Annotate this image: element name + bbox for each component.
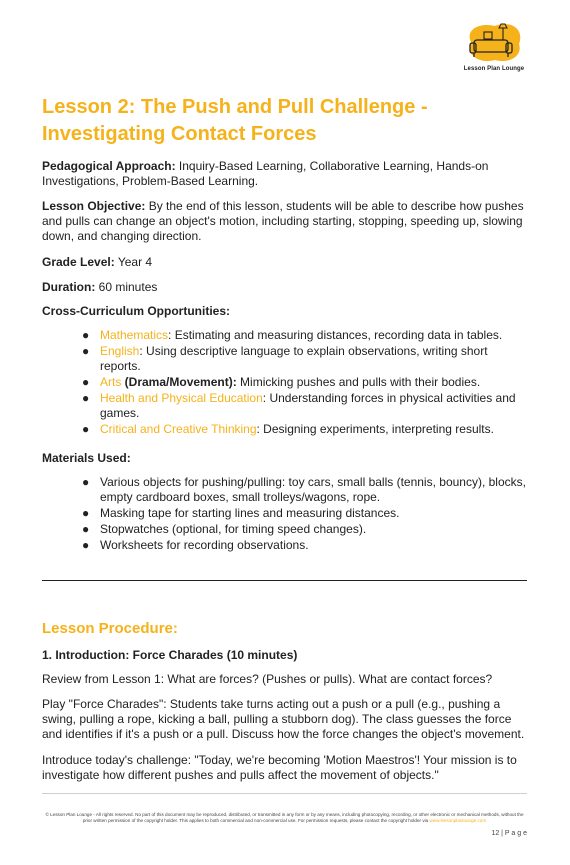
- material-text: Masking tape for starting lines and measuring distances.: [100, 506, 400, 520]
- pedagogical-approach: [42, 159, 526, 189]
- grade-text: Year 4: [114, 255, 153, 269]
- bullet-icon: ●: [82, 506, 90, 520]
- bullet-icon: ●: [82, 475, 90, 489]
- duration-text: 60 minutes: [95, 280, 158, 294]
- lesson-plan-lounge-logo: [461, 22, 527, 78]
- materials-label: Materials Used:: [42, 451, 131, 465]
- list-item: [82, 328, 527, 343]
- procedure-paragraph: Review from Lesson 1: What are forces? (Pushes or pulls). What are contact forces?: [42, 672, 493, 686]
- bullet-icon: ●: [82, 422, 90, 436]
- page-number: 12 | P a g e: [491, 830, 527, 837]
- pedagogical-label: Pedagogical Approach:: [42, 159, 176, 173]
- list-item: [82, 422, 527, 437]
- lesson-objective: [42, 199, 526, 244]
- website-link[interactable]: www.lessonplanlounge.com: [429, 818, 487, 823]
- subject-description: : Designing experiments, interpreting results.: [256, 422, 494, 436]
- subject-description: : Using descriptive language to explain observations, writing short reports.: [100, 344, 488, 373]
- bullet-icon: ●: [82, 375, 90, 389]
- procedure-paragraph: Introduce today's challenge: "Today, we're becoming 'Motion Maestros'! Your mission is to investigate how different pushes and pulls affect the movement of objects.": [42, 753, 517, 782]
- grade-label: Grade Level:: [42, 255, 115, 269]
- cross-curriculum-label: Cross-Curriculum Opportunities:: [42, 304, 231, 318]
- list-item: [82, 375, 527, 390]
- logo-text: Lesson Plan Lounge: [463, 66, 525, 72]
- bullet-icon: ●: [82, 328, 90, 342]
- subject-name: Arts: [100, 375, 122, 389]
- list-item: [82, 475, 527, 505]
- objective-label: Lesson Objective:: [42, 199, 146, 213]
- sofa-logo-icon: [461, 22, 527, 66]
- subject-name: Mathematics: [100, 328, 169, 342]
- step-title: [42, 648, 526, 663]
- materials-heading: [42, 451, 526, 466]
- subject-description: : Estimating and measuring distances, recording data in tables.: [168, 328, 503, 342]
- materials-list: [82, 475, 527, 554]
- cross-curriculum-list: [82, 328, 527, 438]
- subject-name: Critical and Creative Thinking: [100, 422, 257, 436]
- cross-curriculum-heading: [42, 304, 526, 319]
- duration-label: Duration:: [42, 280, 96, 294]
- list-item: [82, 506, 527, 521]
- section-divider: [42, 580, 527, 581]
- procedure-paragraph: Play "Force Charades": Students take turns acting out a push or a pull (e.g., pushing a swing, pulling a rope, kicking a ball, pulling a stubborn dog). The class guesses the force and identifies if it's a push or a pull. Discuss how the force changes the object's movement.: [42, 697, 525, 741]
- lesson-title: Lesson 2: The Push and Pull Challenge - Investigating Contact Forces: [42, 96, 428, 145]
- bullet-icon: ●: [82, 538, 90, 552]
- footer-divider: [42, 793, 527, 794]
- subject-description: Mimicking pushes and pulls with their bodies.: [236, 375, 481, 389]
- subject-description: : Understanding forces in physical activities and games.: [100, 391, 516, 420]
- copyright-text: © Lesson Plan Lounge - All rights reserved. No part of this document may be reproduced, distributed, or transmitted in any form or by any means, including photocopying, recording, or other electronic or mechanical methods, without the prior written permission of the copyright holder. This applies to both commercial and non-commercial use. For permission requests, please contact the copyright holder via: [45, 812, 524, 823]
- subject-suffix: (Drama/Movement):: [121, 375, 237, 389]
- material-text: Various objects for pushing/pulling: toy cars, small balls (tennis, bouncy), blocks, empty cardboard boxes, small trolleys/wagons, rope.: [100, 475, 526, 504]
- list-item: [82, 344, 527, 374]
- list-item: [82, 538, 527, 553]
- copyright-notice: [42, 812, 527, 824]
- bullet-icon: ●: [82, 522, 90, 536]
- subject-name: English: [100, 344, 140, 358]
- subject-name: Health and Physical Education: [100, 391, 263, 405]
- step-title-text: 1. Introduction: Force Charades (10 minutes): [42, 648, 298, 662]
- bullet-icon: ●: [82, 391, 90, 405]
- grade-level: [42, 255, 526, 270]
- list-item: [82, 391, 527, 421]
- duration: [42, 280, 526, 295]
- material-text: Stopwatches (optional, for timing speed changes).: [100, 522, 367, 536]
- list-item: [82, 522, 527, 537]
- material-text: Worksheets for recording observations.: [100, 538, 309, 552]
- bullet-icon: ●: [82, 344, 90, 358]
- procedure-heading: Lesson Procedure:: [42, 620, 178, 637]
- objective-text: By the end of this lesson, students will be able to describe how pushes and pulls can change an object's motion, including starting, stopping, speeding up, slowing down, and changing direction.: [42, 199, 524, 243]
- pedagogical-text: Inquiry-Based Learning, Collaborative Learning, Hands-on Investigations, Problem-Based Learning.: [42, 159, 489, 188]
